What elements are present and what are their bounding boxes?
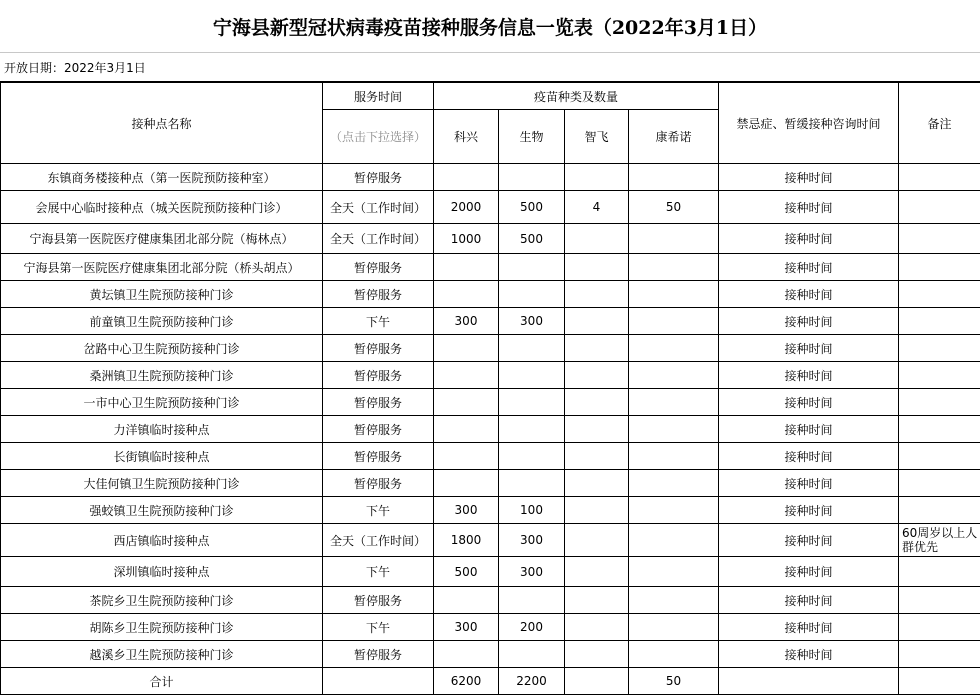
- zhifei-qty-cell: [565, 470, 629, 497]
- consult-time-cell: 接种时间: [719, 191, 899, 224]
- site-name-cell: 合计: [1, 668, 323, 695]
- consult-time-cell: 接种时间: [719, 497, 899, 524]
- kangxinuo-qty-cell: [629, 164, 719, 191]
- shengwu-qty-cell: 300: [499, 308, 565, 335]
- shengwu-qty-cell: 500: [499, 191, 565, 224]
- consult-time-cell: 接种时间: [719, 362, 899, 389]
- header-service-time: 服务时间: [323, 83, 434, 110]
- shengwu-qty-cell: 2200: [499, 668, 565, 695]
- remark-cell: [899, 641, 980, 668]
- consult-time-cell: 接种时间: [719, 524, 899, 557]
- table-row: [1, 281, 980, 308]
- kangxinuo-qty-cell: [629, 557, 719, 587]
- site-name-cell: 黄坛镇卫生院预防接种门诊: [1, 281, 323, 308]
- site-name-cell: 东镇商务楼接种点（第一医院预防接种室）: [1, 164, 323, 191]
- kexing-qty-cell: [434, 641, 499, 668]
- site-name-cell: 力洋镇临时接种点: [1, 416, 323, 443]
- kexing-qty-cell: [434, 443, 499, 470]
- zhifei-qty-cell: [565, 224, 629, 254]
- shengwu-qty-cell: [499, 443, 565, 470]
- site-name-cell: 西店镇临时接种点: [1, 524, 323, 557]
- site-name-cell: 前童镇卫生院预防接种门诊: [1, 308, 323, 335]
- table-row: [1, 191, 980, 224]
- kexing-qty-cell: 500: [434, 557, 499, 587]
- table-row: [1, 416, 980, 443]
- site-name-cell: 宁海县第一医院医疗健康集团北部分院（梅林点）: [1, 224, 323, 254]
- consult-time-cell: 接种时间: [719, 416, 899, 443]
- service-time-cell[interactable]: 下午: [323, 308, 434, 335]
- remark-cell: [899, 668, 980, 695]
- site-name-cell: 深圳镇临时接种点: [1, 557, 323, 587]
- kangxinuo-qty-cell: [629, 641, 719, 668]
- kexing-qty-cell: 2000: [434, 191, 499, 224]
- kangxinuo-qty-cell: [629, 497, 719, 524]
- site-name-cell: 长街镇临时接种点: [1, 443, 323, 470]
- service-time-cell[interactable]: 暂停服务: [323, 416, 434, 443]
- consult-time-cell: [719, 668, 899, 695]
- table-row: [1, 641, 980, 668]
- consult-time-cell: 接种时间: [719, 389, 899, 416]
- site-name-cell: 强蛟镇卫生院预防接种门诊: [1, 497, 323, 524]
- kangxinuo-qty-cell: [629, 614, 719, 641]
- kexing-qty-cell: [434, 281, 499, 308]
- kangxinuo-qty-cell: [629, 362, 719, 389]
- remark-cell: [899, 254, 980, 281]
- site-name-cell: 胡陈乡卫生院预防接种门诊: [1, 614, 323, 641]
- table-row: [1, 443, 980, 470]
- kangxinuo-qty-cell: [629, 308, 719, 335]
- remark-cell: [899, 224, 980, 254]
- shengwu-qty-cell: 300: [499, 557, 565, 587]
- consult-time-cell: 接种时间: [719, 335, 899, 362]
- shengwu-qty-cell: 100: [499, 497, 565, 524]
- shengwu-qty-cell: [499, 164, 565, 191]
- zhifei-qty-cell: 4: [565, 191, 629, 224]
- kexing-qty-cell: [434, 335, 499, 362]
- shengwu-qty-cell: 200: [499, 614, 565, 641]
- table-row: [1, 587, 980, 614]
- consult-time-cell: 接种时间: [719, 587, 899, 614]
- table-row: [1, 497, 980, 524]
- header-vaccine-kangxinuo: 康希诺: [629, 110, 719, 164]
- site-name-cell: 大佳何镇卫生院预防接种门诊: [1, 470, 323, 497]
- kangxinuo-qty-cell: [629, 524, 719, 557]
- header-vaccine-kexing: 科兴: [434, 110, 499, 164]
- table-row: [1, 335, 980, 362]
- zhifei-qty-cell: [565, 164, 629, 191]
- site-name-cell: 桑洲镇卫生院预防接种门诊: [1, 362, 323, 389]
- consult-time-cell: 接种时间: [719, 164, 899, 191]
- service-time-cell[interactable]: 全天（工作时间）: [323, 224, 434, 254]
- kexing-qty-cell: 300: [434, 614, 499, 641]
- site-name-cell: 茶院乡卫生院预防接种门诊: [1, 587, 323, 614]
- table-row: [1, 557, 980, 587]
- site-name-cell: 越溪乡卫生院预防接种门诊: [1, 641, 323, 668]
- service-time-cell[interactable]: 下午: [323, 614, 434, 641]
- header-vaccine-shengwu: 生物: [499, 110, 565, 164]
- service-time-cell[interactable]: 暂停服务: [323, 470, 434, 497]
- consult-time-cell: 接种时间: [719, 641, 899, 668]
- zhifei-qty-cell: [565, 362, 629, 389]
- shengwu-qty-cell: [499, 470, 565, 497]
- remark-cell: [899, 416, 980, 443]
- kangxinuo-qty-cell: 50: [629, 191, 719, 224]
- consult-time-cell: 接种时间: [719, 470, 899, 497]
- kangxinuo-qty-cell: [629, 416, 719, 443]
- service-time-cell[interactable]: 暂停服务: [323, 443, 434, 470]
- header-site-name: 接种点名称: [1, 83, 323, 164]
- zhifei-qty-cell: [565, 281, 629, 308]
- service-time-cell[interactable]: 暂停服务: [323, 641, 434, 668]
- consult-time-cell: 接种时间: [719, 308, 899, 335]
- remark-cell: [899, 164, 980, 191]
- remark-cell: [899, 335, 980, 362]
- table-row: [1, 668, 980, 695]
- remark-cell: 60周岁以上人群优先: [899, 524, 980, 557]
- zhifei-qty-cell: [565, 557, 629, 587]
- header-service-time-hint[interactable]: （点击下拉选择）: [323, 110, 434, 164]
- zhifei-qty-cell: [565, 587, 629, 614]
- kexing-qty-cell: [434, 587, 499, 614]
- zhifei-qty-cell: [565, 443, 629, 470]
- header-consult: 禁忌症、暂缓接种咨询时间: [719, 83, 899, 164]
- service-time-cell[interactable]: 下午: [323, 497, 434, 524]
- zhifei-qty-cell: [565, 416, 629, 443]
- service-time-cell[interactable]: 暂停服务: [323, 362, 434, 389]
- zhifei-qty-cell: [565, 308, 629, 335]
- consult-time-cell: 接种时间: [719, 614, 899, 641]
- kexing-qty-cell: 6200: [434, 668, 499, 695]
- kangxinuo-qty-cell: [629, 587, 719, 614]
- kangxinuo-qty-cell: [629, 335, 719, 362]
- service-time-cell[interactable]: 全天（工作时间）: [323, 524, 434, 557]
- service-time-cell[interactable]: 暂停服务: [323, 281, 434, 308]
- zhifei-qty-cell: [565, 497, 629, 524]
- remark-cell: [899, 308, 980, 335]
- remark-cell: [899, 587, 980, 614]
- kexing-qty-cell: [434, 389, 499, 416]
- site-name-cell: 一市中心卫生院预防接种门诊: [1, 389, 323, 416]
- remark-cell: [899, 362, 980, 389]
- kangxinuo-qty-cell: [629, 470, 719, 497]
- shengwu-qty-cell: [499, 416, 565, 443]
- kexing-qty-cell: [434, 362, 499, 389]
- table-row: [1, 614, 980, 641]
- service-time-cell[interactable]: 暂停服务: [323, 164, 434, 191]
- kangxinuo-qty-cell: [629, 224, 719, 254]
- header-remark: 备注: [899, 83, 980, 164]
- shengwu-qty-cell: [499, 362, 565, 389]
- kangxinuo-qty-cell: [629, 254, 719, 281]
- remark-cell: [899, 557, 980, 587]
- service-time-cell[interactable]: 暂停服务: [323, 587, 434, 614]
- kangxinuo-qty-cell: 50: [629, 668, 719, 695]
- kexing-qty-cell: [434, 254, 499, 281]
- site-name-cell: 岔路中心卫生院预防接种门诊: [1, 335, 323, 362]
- remark-cell: [899, 497, 980, 524]
- shengwu-qty-cell: 500: [499, 224, 565, 254]
- zhifei-qty-cell: [565, 668, 629, 695]
- shengwu-qty-cell: [499, 335, 565, 362]
- kexing-qty-cell: 1000: [434, 224, 499, 254]
- table-row: [1, 164, 980, 191]
- service-time-cell[interactable]: 暂停服务: [323, 389, 434, 416]
- kangxinuo-qty-cell: [629, 443, 719, 470]
- table-row: [1, 389, 980, 416]
- shengwu-qty-cell: [499, 389, 565, 416]
- shengwu-qty-cell: 300: [499, 524, 565, 557]
- consult-time-cell: 接种时间: [719, 557, 899, 587]
- table-row: [1, 224, 980, 254]
- remark-cell: [899, 389, 980, 416]
- kexing-qty-cell: 300: [434, 497, 499, 524]
- remark-cell: [899, 281, 980, 308]
- header-vaccine-group: 疫苗种类及数量: [434, 83, 719, 110]
- kexing-qty-cell: 1800: [434, 524, 499, 557]
- zhifei-qty-cell: [565, 335, 629, 362]
- shengwu-qty-cell: [499, 254, 565, 281]
- shengwu-qty-cell: [499, 587, 565, 614]
- table-row: [1, 308, 980, 335]
- shengwu-qty-cell: [499, 641, 565, 668]
- kexing-qty-cell: [434, 164, 499, 191]
- service-time-cell[interactable]: [323, 668, 434, 695]
- table-row: [1, 470, 980, 497]
- site-name-cell: 宁海县第一医院医疗健康集团北部分院（桥头胡点）: [1, 254, 323, 281]
- remark-cell: [899, 614, 980, 641]
- table-row: [1, 254, 980, 281]
- service-time-cell[interactable]: 下午: [323, 557, 434, 587]
- kangxinuo-qty-cell: [629, 281, 719, 308]
- zhifei-qty-cell: [565, 254, 629, 281]
- consult-time-cell: 接种时间: [719, 254, 899, 281]
- service-time-cell[interactable]: 暂停服务: [323, 254, 434, 281]
- open-date: 开放日期：2022年3月1日: [0, 53, 980, 82]
- header-vaccine-zhifei: 智飞: [565, 110, 629, 164]
- remark-cell: [899, 470, 980, 497]
- zhifei-qty-cell: [565, 614, 629, 641]
- zhifei-qty-cell: [565, 641, 629, 668]
- kangxinuo-qty-cell: [629, 389, 719, 416]
- table-row: [1, 362, 980, 389]
- consult-time-cell: 接种时间: [719, 224, 899, 254]
- consult-time-cell: 接种时间: [719, 443, 899, 470]
- kexing-qty-cell: [434, 416, 499, 443]
- vaccination-table: [0, 82, 980, 695]
- service-time-cell[interactable]: 暂停服务: [323, 335, 434, 362]
- service-time-cell[interactable]: 全天（工作时间）: [323, 191, 434, 224]
- remark-cell: [899, 191, 980, 224]
- table-row: [1, 524, 980, 557]
- zhifei-qty-cell: [565, 524, 629, 557]
- remark-cell: [899, 443, 980, 470]
- kexing-qty-cell: 300: [434, 308, 499, 335]
- consult-time-cell: 接种时间: [719, 281, 899, 308]
- sheet-title: 宁海县新型冠状病毒疫苗接种服务信息一览表（2022年3月1日）: [0, 0, 980, 53]
- shengwu-qty-cell: [499, 281, 565, 308]
- kexing-qty-cell: [434, 470, 499, 497]
- zhifei-qty-cell: [565, 389, 629, 416]
- site-name-cell: 会展中心临时接种点（城关医院预防接种门诊）: [1, 191, 323, 224]
